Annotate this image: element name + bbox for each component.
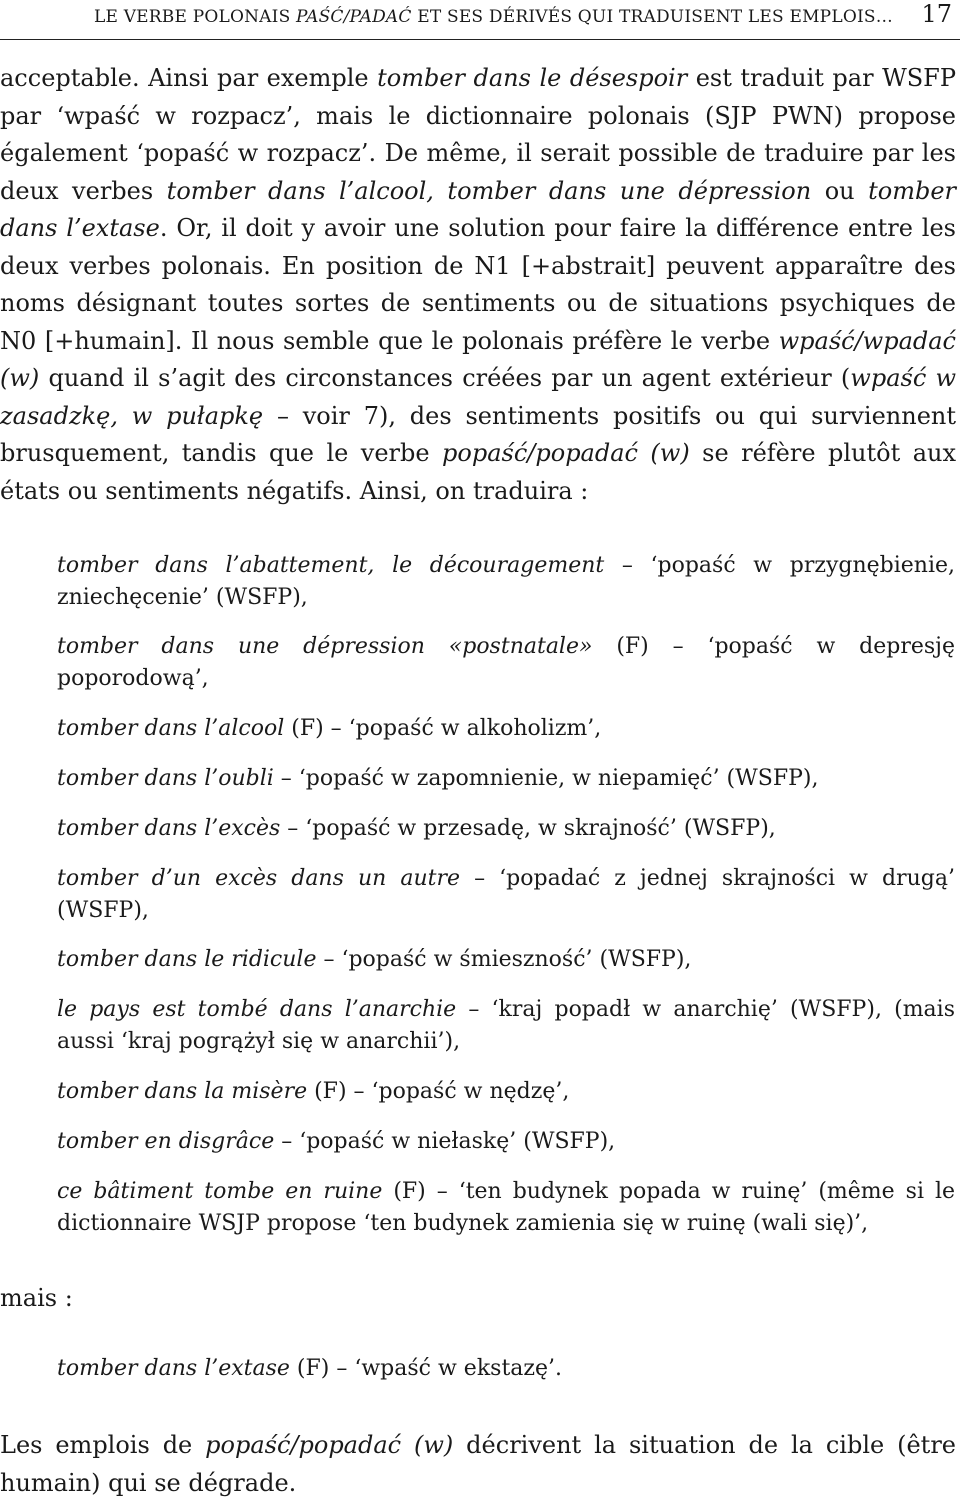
text-run: – ‘kraj popadł w anarchię’ (WSFP), (mais aussi ‘kraj pogrążył się w anarchii’), bbox=[57, 997, 955, 1054]
running-head-post: ET SES DÉRIVÉS QUI TRADUISENT LES EMPLOIS… bbox=[411, 7, 893, 27]
page-number: 17 bbox=[921, 0, 952, 28]
italic-text-run: le pays est tombé dans l’anarchie bbox=[57, 997, 457, 1022]
italic-text-run: tomber dans l’abattement, le découragement bbox=[57, 553, 605, 578]
text-run: est traduit par WSFP par ‘wpaść w rozpacz’, mais le dictionnaire polonais (SJP PWN) propose également ‘popaść w rozpacz’. De même, il serait possible de traduire par les deux verbes bbox=[0, 64, 956, 205]
mais-label: mais : bbox=[0, 1284, 73, 1312]
italic-text-run: tomber dans la misère bbox=[57, 1079, 308, 1104]
example-item bbox=[57, 1176, 955, 1239]
text-run: – ‘popaść w niełaskę’ (WSFP), bbox=[274, 1129, 616, 1154]
example-item bbox=[57, 944, 955, 976]
italic-text-run: tomber dans l’extase bbox=[57, 1356, 290, 1381]
italic-text-run: popaść/popadać (w) bbox=[442, 439, 690, 467]
example-item bbox=[57, 1126, 955, 1158]
running-head-italic: PAŚĆ/PADAĆ bbox=[296, 7, 412, 27]
italic-text-run: tomber dans l’alcool bbox=[57, 716, 285, 741]
example-item bbox=[57, 713, 955, 745]
example-item-after-mais bbox=[57, 1353, 955, 1385]
text-run: . Or, il doit y avoir une solution pour faire la différence entre les deux verbes polonais. En position de N1 [+abstrait] peuvent apparaître des noms désignant toutes sortes de sentiments ou de situations psychiques de N0 [+humain]. Il nous semble que le polonais préfère le verbe bbox=[0, 214, 956, 355]
text-run: acceptable. Ainsi par exemple bbox=[0, 64, 378, 92]
text-run: – voir 7), des sentiments positifs ou qui surviennent brusquement, tandis que le verbe bbox=[0, 401, 957, 467]
text-run: (F) – ‘wpaść w ekstazę’. bbox=[289, 1356, 562, 1381]
text-run: – ‘popaść w przesadę, w skrajność’ (WSFP), bbox=[280, 816, 776, 841]
text-run: (F) – ‘popaść w alkoholizm’, bbox=[284, 716, 602, 741]
text-run: – ‘popaść w śmieszność’ (WSFP), bbox=[316, 947, 692, 972]
text-run: (F) – ‘ten budynek popada w ruinę’ (même si le dictionnaire WSJP propose ‘ten budynek zamienia się w ruinę (wali się)’, bbox=[57, 1179, 956, 1236]
italic-text-run: tomber dans une dépression «postnatale» bbox=[57, 634, 593, 659]
italic-text-run: tomber dans l’oubli bbox=[57, 766, 274, 791]
example-item bbox=[57, 813, 955, 845]
running-head-pre: LE VERBE POLONAIS bbox=[94, 7, 297, 27]
text-run: quand il s’agit des circonstances créées par un agent extérieur ( bbox=[39, 364, 851, 392]
final-paragraph bbox=[0, 1427, 956, 1502]
text-run: – ‘popaść w zapomnienie, w niepamięć’ (WSFP), bbox=[273, 766, 819, 791]
example-item bbox=[57, 994, 955, 1057]
example-item bbox=[57, 763, 955, 795]
italic-text-run: wpaść/wpadać (w) bbox=[0, 326, 956, 392]
italic-text-run: tomber dans l’excès bbox=[57, 816, 281, 841]
text-run: ou bbox=[811, 176, 869, 205]
italic-text-run: tomber dans le désespoir bbox=[377, 64, 688, 92]
text-run: (F) – ‘popaść w depresję poporodową’, bbox=[57, 634, 955, 691]
text-run: décrivent la situation de la cible (être humain) qui se dégrade. bbox=[0, 1431, 957, 1497]
text-run: – ‘popaść w przygnębienie, zniechęcenie’ (WSFP), bbox=[57, 553, 955, 610]
italic-text-run: tomber dans le ridicule bbox=[57, 947, 317, 972]
example-item bbox=[57, 1076, 955, 1108]
example-item bbox=[57, 550, 955, 613]
example-item bbox=[57, 863, 955, 926]
italic-text-run: tomber dans l’alcool, tomber dans une dépression bbox=[166, 176, 812, 205]
italic-text-run: tomber en disgrâce bbox=[57, 1129, 275, 1154]
italic-text-run: popaść/popadać (w) bbox=[205, 1431, 454, 1459]
main-paragraph bbox=[0, 60, 956, 510]
italic-text-run: tomber d’un excès dans un autre bbox=[57, 866, 461, 891]
italic-text-run: wpaść w zasadzkę, w pułapkę bbox=[0, 364, 956, 430]
text-run: – ‘popadać z jednej skrajności w drugą’ (WSFP), bbox=[57, 866, 955, 923]
italic-text-run: tomber dans l’extase bbox=[0, 176, 956, 242]
italic-text-run: ce bâtiment tombe en ruine bbox=[57, 1179, 383, 1204]
example-item bbox=[57, 631, 955, 694]
text-run: Les emplois de bbox=[0, 1431, 206, 1459]
running-header bbox=[0, 0, 960, 40]
running-head-title bbox=[94, 7, 893, 27]
text-run: se réfère plutôt aux états ou sentiments négatifs. Ainsi, on traduira : bbox=[0, 439, 956, 505]
text-run: (F) – ‘popaść w nędzę’, bbox=[307, 1079, 570, 1104]
